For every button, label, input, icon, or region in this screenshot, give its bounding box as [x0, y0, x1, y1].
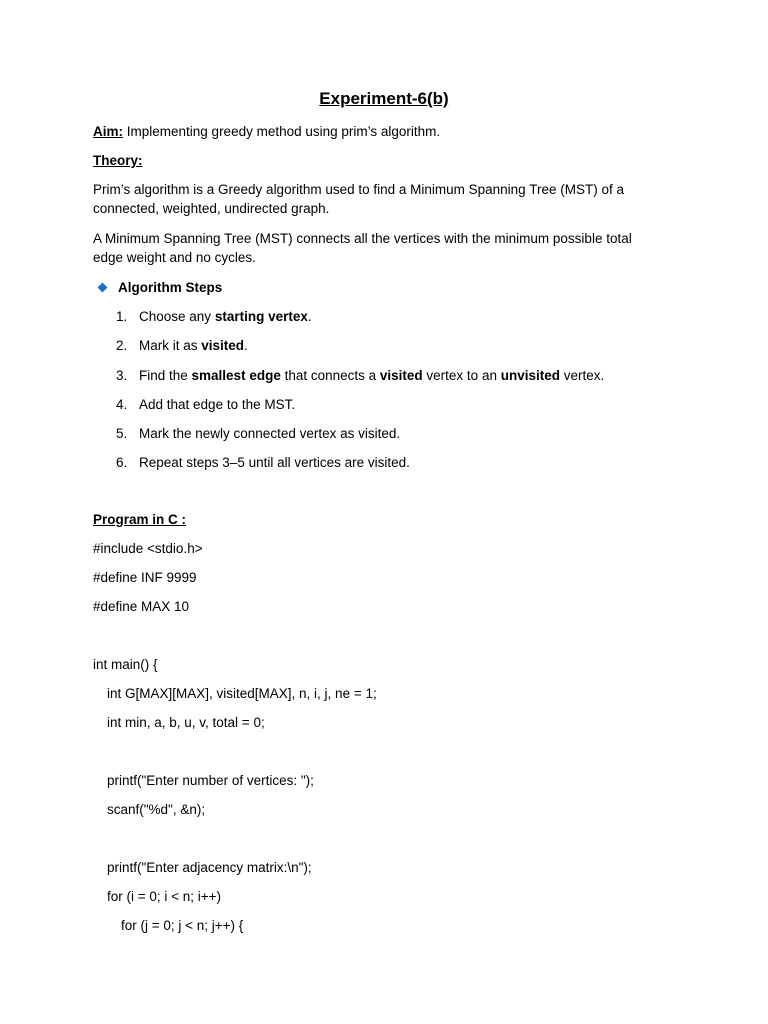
- code-line: for (j = 0; j < n; j++) {: [121, 918, 244, 933]
- step-number: 5.: [116, 426, 128, 441]
- code-line: int G[MAX][MAX], visited[MAX], n, i, j, ne = 1;: [107, 686, 377, 701]
- theory-para2-line2: edge weight and no cycles.: [93, 250, 256, 265]
- step-text-segment: .: [244, 338, 248, 353]
- code-line: #define INF 9999: [93, 570, 197, 585]
- step-text-segment: Add that edge to the MST.: [139, 397, 296, 412]
- aim-text: Implementing greedy method using prim’s algorithm.: [126, 124, 441, 139]
- step-text: [139, 425, 400, 443]
- code-line: for (i = 0; i < n; i++): [107, 889, 222, 904]
- code-line: #include <stdio.h>: [93, 541, 203, 556]
- theory-para1-line1: Prim’s algorithm is a Greedy algorithm used to find a Minimum Spanning Tree (MST) of a: [93, 182, 624, 197]
- aim-label: Aim:: [93, 124, 123, 139]
- code-line: int main() {: [93, 657, 158, 672]
- step-text-segment: vertex to an: [422, 368, 501, 383]
- step-text-segment: Mark it as: [139, 338, 202, 353]
- step-text-bold: unvisited: [500, 368, 560, 383]
- step-text-bold: starting vertex: [214, 309, 308, 324]
- page-title: Experiment-6(b): [319, 89, 449, 108]
- step-text-segment: .: [307, 309, 312, 324]
- step-text-segment: Repeat steps 3–5 until all vertices are visited.: [139, 455, 410, 470]
- theory-para1-line2: connected, weighted, undirected graph.: [93, 201, 330, 216]
- step-number: 6.: [116, 455, 128, 470]
- code-line: int min, a, b, u, v, total = 0;: [107, 715, 265, 730]
- step-text-segment: that connects a: [280, 368, 380, 383]
- code-line: scanf("%d", &n);: [107, 802, 206, 817]
- step-text: [139, 367, 604, 385]
- step-text: [139, 396, 295, 414]
- step-text-bold: visited: [201, 338, 245, 353]
- step-text: [139, 454, 410, 472]
- steps-heading: Algorithm Steps: [118, 280, 223, 295]
- step-number: 3.: [116, 368, 128, 383]
- step-text-segment: Choose any: [139, 309, 215, 324]
- code-line: #define MAX 10: [93, 599, 190, 614]
- aim-line: [93, 123, 440, 141]
- step-number: 1.: [116, 309, 128, 324]
- theory-para2-line1: A Minimum Spanning Tree (MST) connects all the vertices with the minimum possible total: [93, 231, 632, 246]
- step-text-bold: smallest edge: [191, 368, 281, 383]
- step-number: 2.: [116, 338, 128, 353]
- step-text-bold: visited: [379, 368, 423, 383]
- code-line: printf("Enter adjacency matrix:\n");: [107, 860, 312, 875]
- code-line: printf("Enter number of vertices: ");: [107, 773, 314, 788]
- program-label: Program in C :: [93, 512, 187, 527]
- step-number: 4.: [116, 397, 128, 412]
- theory-label: Theory:: [93, 153, 143, 168]
- step-text-segment: Find the: [139, 368, 192, 383]
- step-text-segment: Mark the newly connected vertex as visited.: [139, 426, 401, 441]
- step-text: [139, 308, 312, 326]
- step-text: [139, 337, 248, 355]
- diamond-bullet-icon: [98, 283, 108, 293]
- step-text-segment: vertex.: [559, 368, 605, 383]
